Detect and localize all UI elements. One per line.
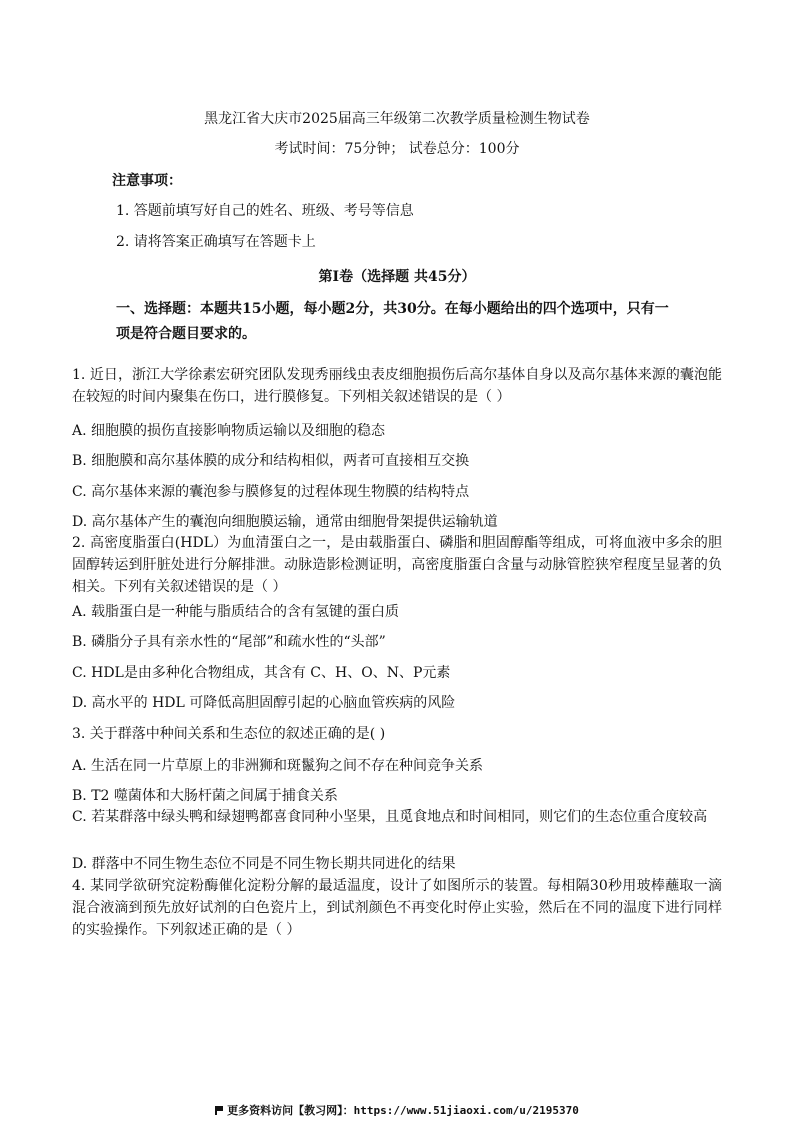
question-stem: 4. 某同学欲研究淀粉酶催化淀粉分解的最适温度，设计了如图所示的装置。每相隔30秒用玻棒蘸取一滴混合液滴到预先放好试剂的白色瓷片上，到试剂颜色不再变化时停止实验，然后在不同的温度下进行同样的实验操作。下列叙述正确的是（ ） xyxy=(72,878,722,938)
notice-item: 2. 请将答案正确填写在答题卡上 xyxy=(116,234,316,250)
exam-info: 考试时间：75分钟； 试卷总分：100分 xyxy=(274,141,520,157)
question-option: D. 高水平的 HDL 可降低高胆固醇引起的心脑血管疾病的风险 xyxy=(72,695,456,711)
question-option: C. 高尔基体来源的囊泡参与膜修复的过程体现生物膜的结构特点 xyxy=(72,484,470,500)
question-stem: 3. 关于群落中种间关系和生态位的叙述正确的是( ) xyxy=(72,726,386,742)
section-title: 第I卷（选择题 共45分） xyxy=(318,269,476,285)
question-option: A. 细胞膜的损伤直接影响物质运输以及细胞的稳态 xyxy=(72,423,386,439)
footer xyxy=(0,1102,794,1118)
question-option: B. T2 噬菌体和大肠杆菌之间属于捕食关系 xyxy=(72,788,338,804)
question-option: C. HDL是由多种化合物组成，其含有 C、H、O、N、P元素 xyxy=(72,665,451,681)
question-option: D. 高尔基体产生的囊泡向细胞膜运输，通常由细胞骨架提供运输轨道 xyxy=(72,514,498,530)
section-instruction: 一、选择题：本题共15小题，每小题2分，共30分。在每小题给出的四个选项中，只有一 xyxy=(116,301,669,317)
question-option: D. 群落中不同生物生态位不同是不同生物长期共同进化的结果 xyxy=(72,856,456,872)
question-option: B. 磷脂分子具有亲水性的“尾部”和疏水性的“头部” xyxy=(72,634,386,650)
question-option: B. 细胞膜和高尔基体膜的成分和结构相似，两者可直接相互交换 xyxy=(72,453,470,469)
exam-title: 黑龙江省大庆市2025届高三年级第二次教学质量检测生物试卷 xyxy=(204,111,590,127)
flag-icon xyxy=(215,1106,223,1115)
footer-link[interactable]: 更多资料访问【教习网】：https://www.51jiaoxi.com/u/2195370 xyxy=(227,1104,579,1117)
question-option: A. 载脂蛋白是一种能与脂质结合的含有氢键的蛋白质 xyxy=(72,604,400,620)
question-option: C. 若某群落中绿头鸭和绿翅鸭都喜食同种小坚果，且觅食地点和时间相同，则它们的生态位重合度较高 xyxy=(72,809,708,825)
question-stem: 2. 高密度脂蛋白(HDL）为血清蛋白之一，是由载脂蛋白、磷脂和胆固醇酯等组成，可将血液中多余的胆固醇转运到肝脏处进行分解排泄。动脉造影检测证明，高密度脂蛋白含量与动脉管腔狭窄程度呈显著的负相关。下列有关叙述错误的是（ ） xyxy=(72,535,722,595)
notice-item: 1. 答题前填写好自己的姓名、班级、考号等信息 xyxy=(116,203,414,219)
notice-heading: 注意事项： xyxy=(112,173,182,189)
question-stem: 1. 近日，浙江大学徐素宏研究团队发现秀丽线虫表皮细胞损伤后高尔基体自身以及高尔基体来源的囊泡能在较短的时间内聚集在伤口，进行膜修复。下列相关叙述错误的是（ ） xyxy=(72,367,722,405)
question-option: A. 生活在同一片草原上的非洲狮和斑鬣狗之间不存在种间竞争关系 xyxy=(72,758,484,774)
section-instruction: 项是符合题目要求的。 xyxy=(116,326,256,342)
